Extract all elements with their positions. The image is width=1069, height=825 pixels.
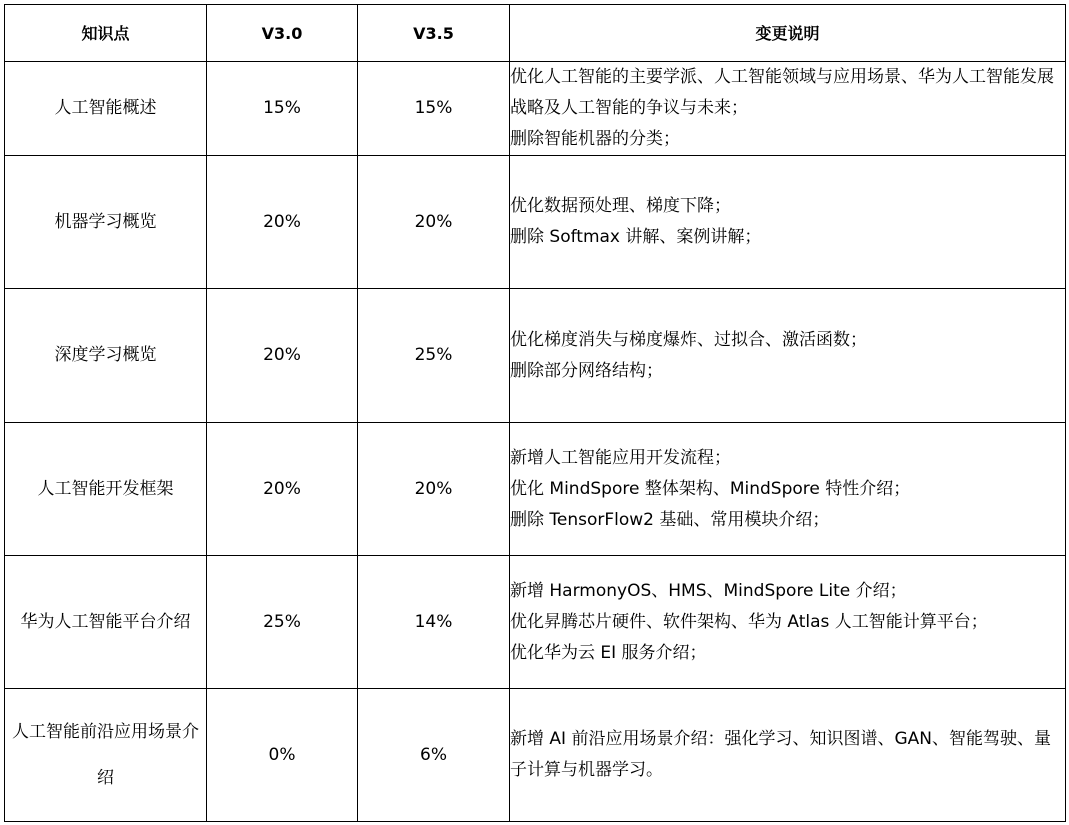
v30-cell: 20% [207,423,358,556]
changes-cell [510,689,1066,822]
topic-cell: 深度学习概览 [5,289,207,423]
topic-cell: 人工智能开发框架 [5,423,207,556]
table-row [5,62,1066,156]
v35-cell: 15% [358,62,510,156]
change-line: 优化人工智能的主要学派、人工智能领域与应用场景、华为人工智能发展战略及人工智能的争议与未来； [510,67,1054,118]
v30-cell: 20% [207,289,358,423]
changes-cell [510,289,1066,423]
topic-cell: 人工智能概述 [5,62,207,156]
change-line: 优化昇腾芯片硬件、软件架构、华为 Atlas 人工智能计算平台； [510,611,988,632]
table-row [5,289,1066,423]
changes-cell [510,423,1066,556]
v30-cell: 0% [207,689,358,822]
change-line: 优化 MindSpore 整体架构、MindSpore 特性介绍； [510,478,911,499]
change-line: 删除智能机器的分类； [510,129,680,149]
change-line: 优化梯度消失与梯度爆炸、过拟合、激活函数； [510,329,867,350]
table-row [5,423,1066,556]
header-v30: V3.0 [207,5,358,62]
change-line: 删除 Softmax 讲解、案例讲解； [510,227,762,247]
table-row [5,156,1066,289]
v30-cell: 15% [207,62,358,156]
v35-cell: 14% [358,556,510,689]
change-line: 新增 HarmonyOS、HMS、MindSpore Lite 介绍； [510,580,907,601]
change-line: 优化数据预处理、梯度下降； [510,196,731,216]
v35-cell: 25% [358,289,510,423]
knowledge-point-table [4,4,1066,822]
table-row [5,556,1066,689]
changes-cell [510,556,1066,689]
v35-cell: 6% [358,689,510,822]
header-changes: 变更说明 [510,5,1066,62]
change-line: 新增 AI 前沿应用场景介绍：强化学习、知识图谱、GAN、智能驾驶、量子计算与机器学习。 [510,729,1051,780]
v30-cell: 20% [207,156,358,289]
topic-cell: 人工智能前沿应用场景介绍 [5,689,207,822]
v35-cell: 20% [358,423,510,556]
topic-cell: 机器学习概览 [5,156,207,289]
table-row [5,689,1066,822]
change-line: 删除部分网络结构； [510,360,663,381]
change-line: 新增人工智能应用开发流程； [510,447,731,468]
header-row [5,5,1066,62]
v35-cell: 20% [358,156,510,289]
topic-cell: 华为人工智能平台介绍 [5,556,207,689]
header-v35: V3.5 [358,5,510,62]
change-line: 优化华为云 EI 服务介绍； [510,642,707,663]
v30-cell: 25% [207,556,358,689]
header-topic: 知识点 [5,5,207,62]
change-line: 删除 TensorFlow2 基础、常用模块介绍； [510,509,830,530]
changes-cell [510,156,1066,289]
changes-cell [510,62,1066,156]
